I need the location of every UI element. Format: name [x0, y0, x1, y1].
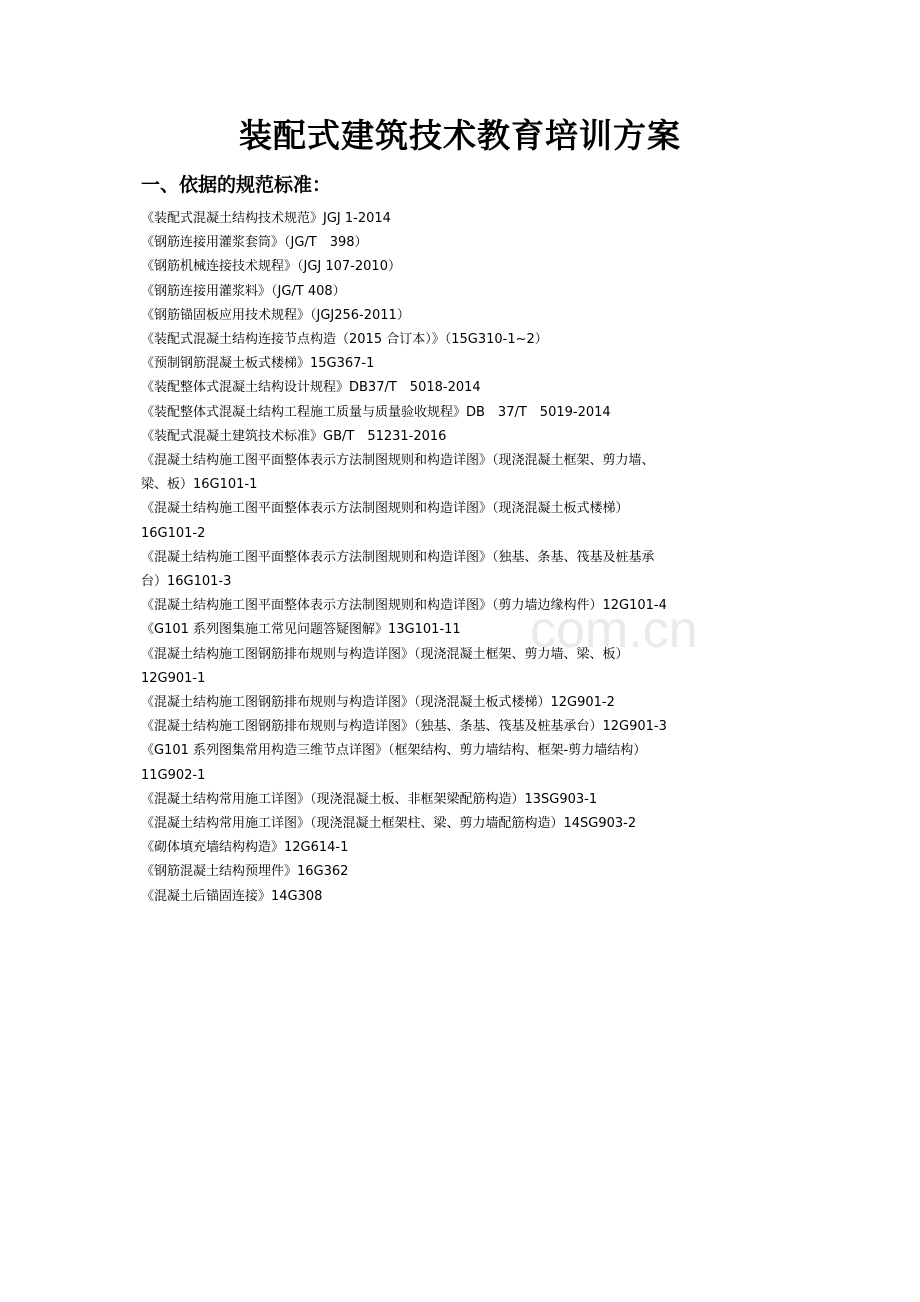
- list-item: 《混凝土结构施工图平面整体表示方法制图规则和构造详图》（现浇混凝土板式楼梯）: [141, 501, 629, 517]
- list-item: 《混凝土结构施工图平面整体表示方法制图规则和构造详图》（现浇混凝土框架、剪力墙、: [141, 453, 655, 469]
- list-item: 《混凝土结构施工图平面整体表示方法制图规则和构造详图》（独基、条基、筏基及桩基承: [141, 549, 655, 565]
- list-item: 《装配式混凝土结构连接节点构造（2015 合订本）》（15G310-1~2）: [141, 332, 548, 348]
- list-item-continuation: 台）16G101-3: [141, 574, 232, 590]
- list-item: 《混凝土后锚固连接》14G308: [141, 888, 323, 904]
- list-item: 《混凝土结构施工图钢筋排布规则与构造详图》（现浇混凝土板式楼梯）12G901-2: [141, 695, 615, 711]
- list-item: 《混凝土结构施工图钢筋排布规则与构造详图》（独基、条基、筏基及桩基承台）12G901-3: [141, 719, 667, 735]
- list-item-continuation: 梁、板）16G101-1: [141, 477, 258, 493]
- list-item: 《钢筋混凝土结构预埋件》16G362: [141, 864, 349, 880]
- list-item: 《预制钢筋混凝土板式楼梯》15G367-1: [141, 356, 375, 372]
- list-item: 《G101 系列图集施工常见问题答疑图解》13G101-11: [141, 622, 461, 638]
- list-item: 《钢筋连接用灌浆料》（JG/T 408）: [141, 283, 346, 299]
- list-item: 《装配整体式混凝土结构设计规程》DB37/T 5018-2014: [141, 380, 481, 396]
- list-item-continuation: 12G901-1: [141, 670, 206, 686]
- list-item: 《装配整体式混凝土结构工程施工质量与质量验收规程》DB 37/T 5019-2014: [141, 404, 611, 420]
- list-item: 《砌体填充墙结构构造》12G614-1: [141, 840, 349, 856]
- list-item: 《混凝土结构施工图钢筋排布规则与构造详图》（现浇混凝土框架、剪力墙、梁、板）: [141, 646, 629, 662]
- list-item: 《G101 系列图集常用构造三维节点详图》（框架结构、剪力墙结构、框架-剪力墙结构）: [141, 743, 647, 759]
- list-item-continuation: 11G902-1: [141, 767, 206, 783]
- document-title: 装配式建筑技术教育培训方案: [239, 116, 681, 155]
- list-item: 《钢筋连接用灌浆套筒》（JG/T 398）: [141, 235, 368, 251]
- list-item-continuation: 16G101-2: [141, 525, 206, 541]
- watermark: com.cn: [530, 601, 698, 659]
- list-item: 《混凝土结构常用施工详图》（现浇混凝土板、非框架梁配筋构造）13SG903-1: [141, 791, 598, 807]
- standards-list: [141, 207, 791, 909]
- list-item: 《钢筋锚固板应用技术规程》（JGJ256-2011）: [141, 307, 410, 323]
- list-item: 《装配式混凝土建筑技术标准》GB/T 51231-2016: [141, 428, 447, 444]
- list-item: 《钢筋机械连接技术规程》（JGJ 107-2010）: [141, 259, 401, 275]
- list-item: 《装配式混凝土结构技术规范》JGJ 1-2014: [141, 211, 391, 226]
- list-item: 《混凝土结构施工图平面整体表示方法制图规则和构造详图》（剪力墙边缘构件）12G101-4: [141, 598, 667, 614]
- list-item: 《混凝土结构常用施工详图》（现浇混凝土框架柱、梁、剪力墙配筋构造）14SG903-2: [141, 816, 637, 832]
- section-heading: 一、依据的规范标准：: [141, 174, 332, 196]
